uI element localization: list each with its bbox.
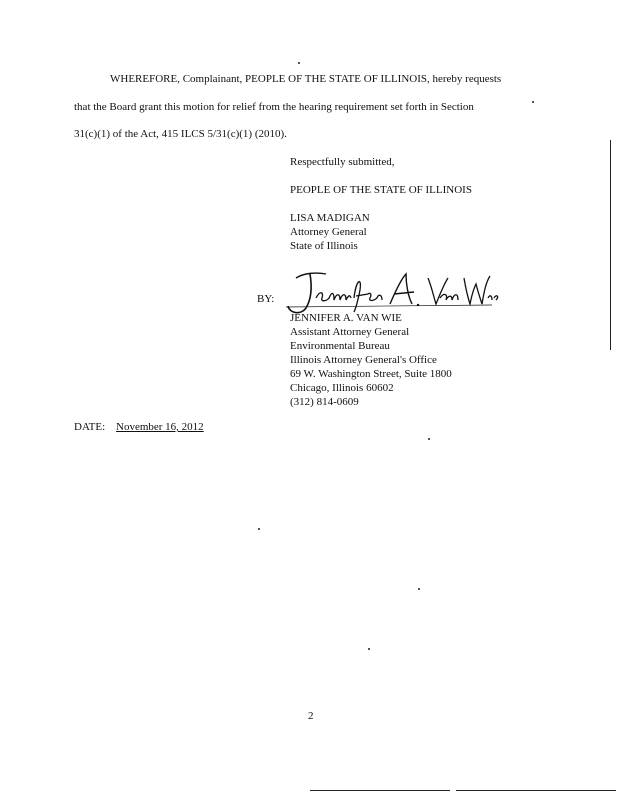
scan-speck <box>368 648 370 650</box>
paragraph-line-2: that the Board grant this motion for relief from the hearing requirement set forth in Section <box>74 101 474 113</box>
signer-street: 69 W. Washington Street, Suite 1800 <box>290 368 452 380</box>
scan-speck <box>418 588 420 590</box>
margin-rule <box>610 140 611 350</box>
signer-office: Illinois Attorney General's Office <box>290 354 437 366</box>
date-label: DATE: <box>74 421 106 433</box>
scan-speck <box>428 438 430 440</box>
attorney-general-title: Attorney General <box>290 226 367 238</box>
respectfully-submitted: Respectfully submitted, <box>290 156 395 168</box>
attorney-general-name: LISA MADIGAN <box>290 212 370 224</box>
signer-city: Chicago, Illinois 60602 <box>290 382 394 394</box>
paragraph-line-1: WHEREFORE, Complainant, PEOPLE OF THE STATE OF ILLINOIS, hereby requests <box>110 73 502 85</box>
scan-speck <box>532 101 534 103</box>
by-label: BY: <box>257 293 275 305</box>
page-number: 2 <box>308 710 314 722</box>
party-name: PEOPLE OF THE STATE OF ILLINOIS <box>290 184 472 196</box>
footer-rule-left <box>310 790 450 791</box>
signer-bureau: Environmental Bureau <box>290 340 390 352</box>
signer-phone: (312) 814-0609 <box>290 396 359 408</box>
attorney-general-state: State of Illinois <box>290 240 358 252</box>
signer-name: JENNIFER A. VAN WIE <box>290 312 402 324</box>
scan-speck <box>258 528 260 530</box>
paragraph-line-3: 31(c)(1) of the Act, 415 ILCS 5/31(c)(1) (2010). <box>74 128 287 140</box>
scan-speck <box>298 62 300 64</box>
date-value: November 16, 2012 <box>116 421 204 433</box>
handwritten-signature <box>282 268 502 318</box>
footer-rule-right <box>456 790 616 791</box>
signer-title: Assistant Attorney General <box>290 326 410 338</box>
